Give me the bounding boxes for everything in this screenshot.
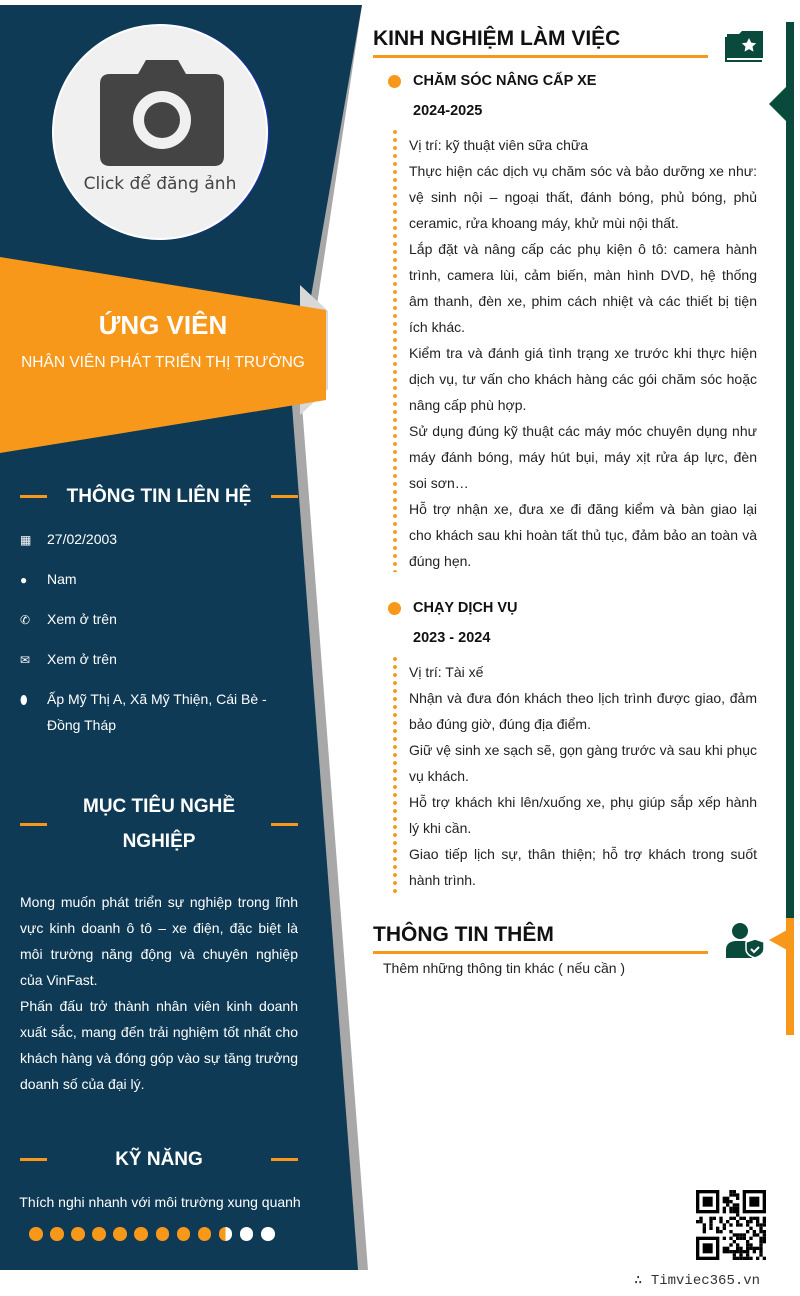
job-line: Sử dụng đúng kỹ thuật các máy móc chuyên dụng như máy đánh bóng, máy hút bụi, máy xịt rửa áp lực, đèn soi sơn… xyxy=(409,423,757,491)
job-line: Kiểm tra và đánh giá tình trạng xe trước khi thực hiện dịch vụ, tư vấn cho khách hàng các gói chăm sóc hoặc nâng cấp phù hợp. xyxy=(409,345,757,413)
additional-text[interactable]: Thêm những thông tin khác ( nếu cần ) xyxy=(383,960,626,976)
phone-value: Xem ở trên xyxy=(47,611,117,627)
job-bullet xyxy=(388,75,401,88)
job-line: Giữ vệ sinh xe sạch sẽ, gọn gàng trước và sau khi phục vụ khách. xyxy=(409,742,757,784)
job-line: Nhận và đưa đón khách theo lịch trình được giao, đảm bảo đúng giờ, đúng địa điểm. xyxy=(409,690,757,732)
rating-dot xyxy=(71,1227,85,1241)
timeline-dots xyxy=(393,128,397,572)
right-accent-strip xyxy=(786,22,794,918)
photo-upload-label: Click để đăng ảnh xyxy=(83,174,237,194)
email-icon: ✉ xyxy=(20,653,31,667)
objective-line: Mong muốn phát triển sự nghiệp trong lĩnh vực kinh doanh ô tô – xe điện, đặc biệt là môi trường năng động và chuyên nghiệp của VinFast. xyxy=(20,894,298,988)
user-shield-icon xyxy=(725,922,765,958)
job-company[interactable]: CHẠY DỊCH VỤ xyxy=(413,600,518,616)
job-company[interactable]: CHĂM SÓC NÂNG CẤP XE xyxy=(413,73,597,89)
candidate-position[interactable]: NHÂN VIÊN PHÁT TRIỂN THỊ TRƯỜNG xyxy=(21,354,305,371)
gender-value: Nam xyxy=(47,571,77,587)
objective-text[interactable] xyxy=(20,889,298,1097)
calendar-icon: ▦ xyxy=(20,533,32,547)
contact-heading xyxy=(20,479,298,514)
rating-dot xyxy=(134,1227,148,1241)
experience-title: KINH NGHIỆM LÀM VIỆC xyxy=(373,27,708,58)
brand-watermark: ∴ Timviec365.vn xyxy=(634,1273,761,1289)
job-period[interactable]: 2023 - 2024 xyxy=(413,630,491,646)
phone-icon: ✆ xyxy=(20,613,31,627)
rating-dot xyxy=(198,1227,212,1241)
objective-line: Phấn đấu trở thành nhân viên kinh doanh xuất sắc, mang đến trải nghiệm tốt nhất cho khách hàng và đóng góp vào sự tăng trưởng doanh số của đại lý. xyxy=(20,998,298,1092)
rating-dot xyxy=(50,1227,64,1241)
skill-name[interactable]: Thích nghi nhanh với môi trường xung quanh xyxy=(19,1194,301,1210)
right-accent-strip-orange xyxy=(786,918,794,1035)
user-icon: ● xyxy=(20,573,28,587)
job-period[interactable]: 2024-2025 xyxy=(413,103,483,119)
rating-dot xyxy=(92,1227,106,1241)
email-value: Xem ở trên xyxy=(47,651,117,667)
contact-address[interactable] xyxy=(20,686,300,738)
objective-heading xyxy=(20,789,298,859)
photo-upload[interactable] xyxy=(52,24,268,240)
skills-title: KỸ NĂNG xyxy=(115,1149,203,1170)
contact-title: THÔNG TIN LIÊN HỆ xyxy=(66,486,252,507)
rating-dot xyxy=(113,1227,127,1241)
contact-gender[interactable] xyxy=(20,566,300,593)
job-line: Giao tiếp lịch sự, thân thiện; hỗ trợ khách trong suốt hành trình. xyxy=(409,846,757,888)
timeline-dots xyxy=(393,655,397,893)
objective-title: MỤC TIÊU NGHỀ NGHIỆP xyxy=(83,796,235,852)
job-line: Vị trí: kỹ thuật viên sữa chữa xyxy=(409,137,589,153)
accent-pointer xyxy=(769,86,787,122)
job-line: Hỗ trợ khách khi lên/xuống xe, phụ giúp sắp xếp hành lý khi cần. xyxy=(409,794,757,836)
candidate-name[interactable]: ỨNG VIÊN xyxy=(98,310,228,340)
job-line: Lắp đặt và nâng cấp các phụ kiện ô tô: camera hành trình, camera lùi, cảm biến, màn hình DVD, hệ thống âm thanh, đèn xe, phim cách nhiệt và các thiết bị tiện ích khác. xyxy=(409,241,757,335)
job-line: Thực hiện các dịch vụ chăm sóc và bảo dưỡng xe như: vệ sinh nội – ngoại thất, đánh bóng, phủ bóng, phủ ceramic, rửa khoang máy, khử mùi nội thất. xyxy=(409,163,757,231)
rating-dot xyxy=(240,1227,254,1241)
job-bullet xyxy=(388,602,401,615)
camera-icon xyxy=(98,58,226,170)
contact-email[interactable] xyxy=(20,646,300,673)
additional-title: THÔNG TIN THÊM xyxy=(373,923,708,954)
rating-dot xyxy=(261,1227,275,1241)
contact-phone[interactable] xyxy=(20,606,300,633)
job-description[interactable] xyxy=(409,659,757,893)
rating-dot xyxy=(177,1227,191,1241)
skills-heading xyxy=(20,1142,298,1177)
address-value: Ấp Mỹ Thị A, Xã Mỹ Thiện, Cái Bè - Đồng Tháp xyxy=(47,691,267,733)
contact-birthday[interactable] xyxy=(20,526,300,553)
rating-dot xyxy=(219,1227,233,1241)
birthday-value: 27/02/2003 xyxy=(47,531,118,547)
location-icon: ⬮ xyxy=(20,693,28,707)
folder-star-icon xyxy=(725,28,765,62)
job-line: Hỗ trợ nhận xe, đưa xe đi đăng kiểm và bàn giao lại cho khách sau khi hoàn tất thủ tục, đảm bảo an toàn và đúng hẹn. xyxy=(409,501,757,569)
job-line: Vị trí: Tài xế xyxy=(409,664,484,680)
job-description[interactable] xyxy=(409,132,757,574)
accent-pointer xyxy=(769,930,787,950)
skill-rating xyxy=(29,1227,275,1241)
rating-dot xyxy=(29,1227,43,1241)
rating-dot xyxy=(156,1227,170,1241)
qr-code xyxy=(696,1190,766,1260)
